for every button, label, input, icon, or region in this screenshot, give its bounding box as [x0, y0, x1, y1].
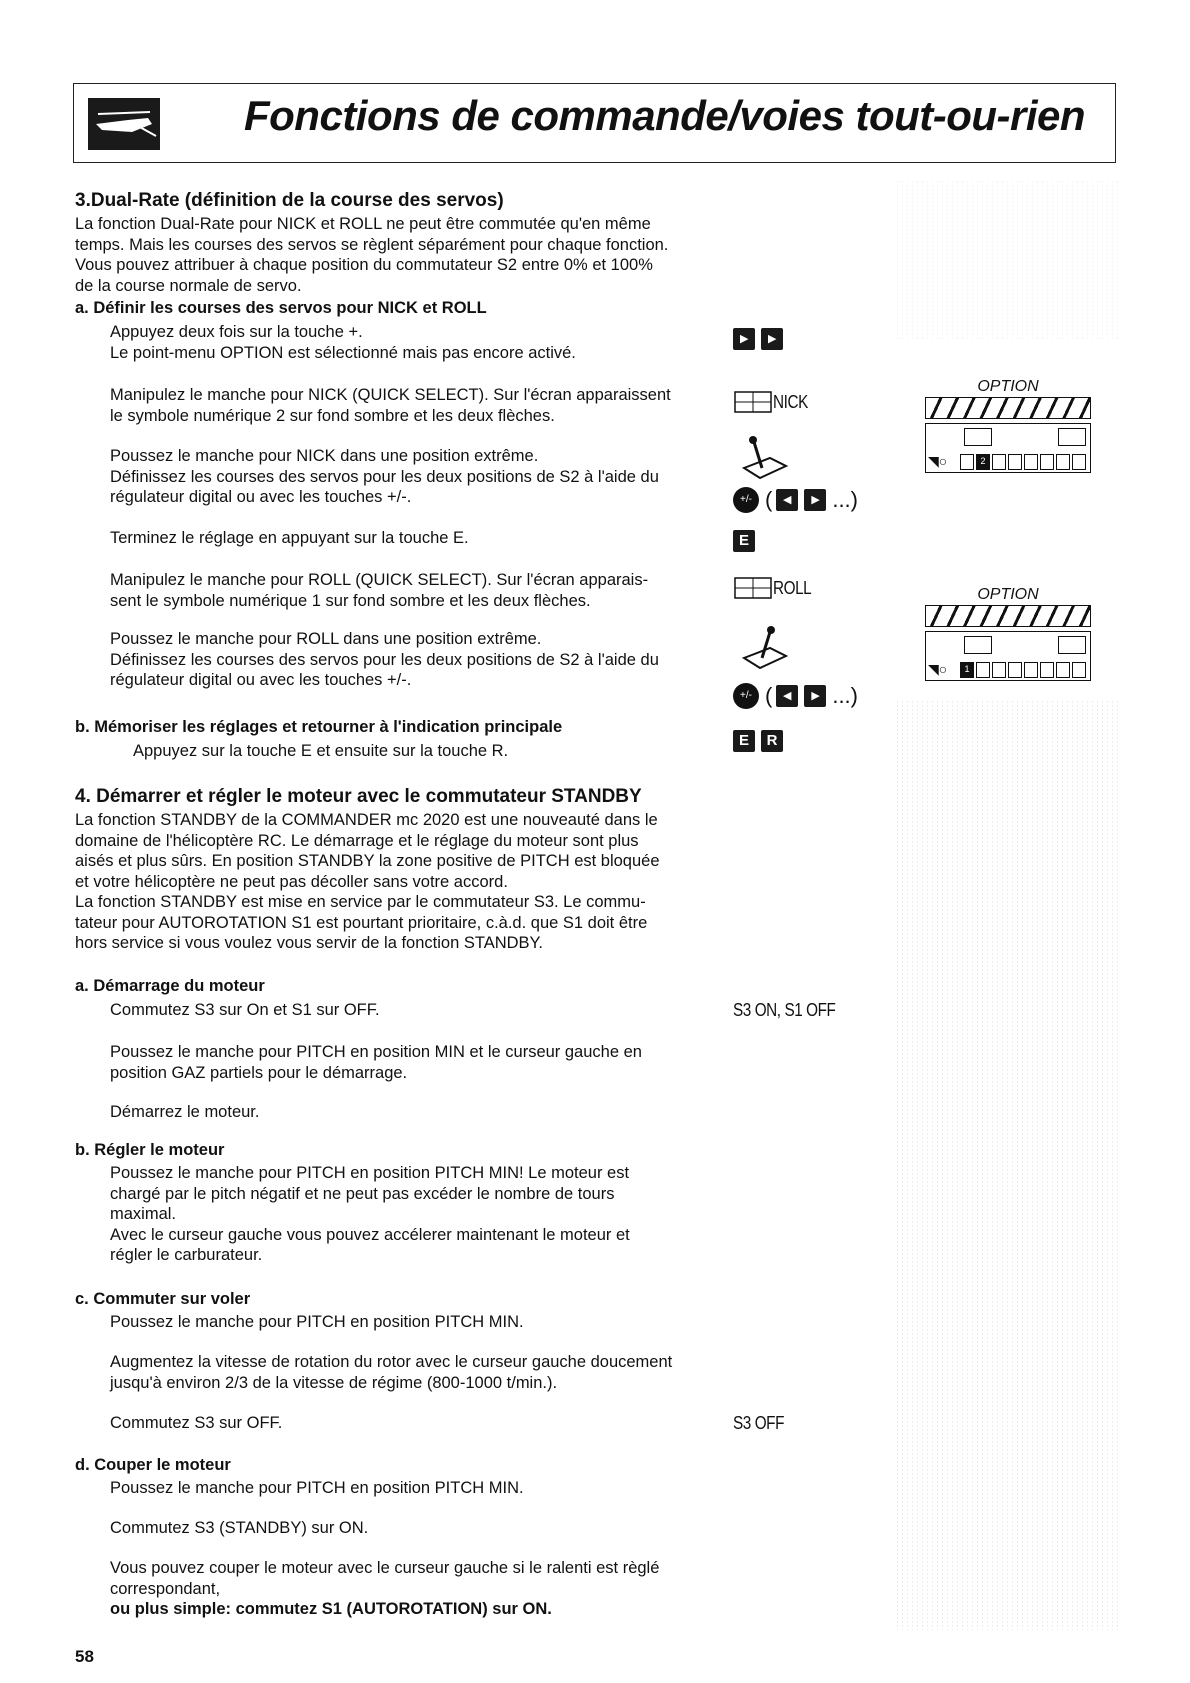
- arrow-left-key-icon: ◂: [776, 685, 798, 707]
- section-3b-step1: Appuyez sur la touche E et ensuite sur la touche R.: [133, 742, 509, 760]
- section-3-intro: La fonction Dual-Rate pour NICK et ROLL ne peut être commutée qu'en même temps. Mais les courses des servos se règlent séparément pour chaque fonction. Vous pouvez attribuer à chaque position du commutateur S2 entre 0% et 100% de la course normale de servo.: [75, 215, 669, 295]
- enter-key: E: [733, 530, 761, 552]
- lcd-bar: [925, 605, 1091, 627]
- nick-stick-label: NICK: [733, 388, 814, 416]
- scan-noise: [895, 700, 1120, 1630]
- section-3-heading: 3.Dual-Rate (définition de la course des servos): [75, 190, 504, 211]
- page-number: 58: [75, 1647, 94, 1666]
- section-4d-step3: Vous pouvez couper le moteur avec le curseur gauche si le ralenti est règlé correspondant,: [110, 1559, 660, 1598]
- digital-knob-icon: +/-: [733, 487, 759, 513]
- section-4d-heading: d. Couper le moteur: [75, 1456, 231, 1474]
- section-3a-step2: Manipulez le manche pour NICK (QUICK SELECT). Sur l'écran apparaissent le symbole numérique 2 sur fond sombre et les deux flèches.: [110, 386, 671, 425]
- section-4c-step2: Augmentez la vitesse de rotation du rotor avec le curseur gauche doucement jusqu'à environ 2/3 de la vitesse de régime (800-1000 t/min.).: [110, 1353, 673, 1392]
- section-3a-step4: Terminez le réglage en appuyant sur la touche E.: [110, 529, 469, 547]
- lcd-display-roll: OPTION ◥○ 1: [925, 586, 1091, 681]
- joystick-icon: [740, 618, 790, 675]
- section-4b-heading: b. Régler le moteur: [75, 1141, 225, 1159]
- section-4a-heading: a. Démarrage du moteur: [75, 977, 265, 995]
- roll-stick-label: ROLL: [733, 574, 818, 602]
- helicopter-icon: [88, 98, 160, 150]
- section-4-heading: 4. Démarrer et régler le moteur avec le commutateur STANDBY: [75, 786, 642, 807]
- section-4d-step4: ou plus simple: commutez S1 (AUTOROTATION) sur ON.: [110, 1600, 552, 1618]
- scan-noise: [895, 180, 1120, 340]
- switch-state-s3on: S3 ON, S1 OFF: [733, 1000, 836, 1020]
- page-header: [73, 83, 1116, 163]
- digital-control-row: +/- ( ◂ ▸ ...): [733, 487, 858, 513]
- switch-state-s3off: S3 OFF: [733, 1413, 785, 1433]
- joystick-icon: [740, 428, 790, 485]
- section-4d-step1: Poussez le manche pour PITCH en position PITCH MIN.: [110, 1479, 524, 1497]
- arrow-right-key-icon: ▸: [761, 328, 783, 350]
- lcd-bar: [925, 397, 1091, 419]
- section-3b-heading: b. Mémoriser les réglages et retourner à l'indication principale: [75, 718, 563, 736]
- section-4c-step3: Commutez S3 sur OFF.: [110, 1414, 283, 1432]
- section-4b-step1: Poussez le manche pour PITCH en position PITCH MIN! Le moteur est chargé par le pitch négatif et ne peut pas excéder le nombre de tours maximal. Avec le curseur gauche vous pouvez accélerer maintenant le moteur et régler le carburateur.: [110, 1164, 630, 1264]
- section-3a-heading: a. Définir les courses des servos pour NICK et ROLL: [75, 299, 487, 317]
- arrow-right-key-icon: ▸: [733, 328, 755, 350]
- lcd-panel: ◥○ 2: [925, 423, 1091, 473]
- section-3a-step6: Poussez le manche pour ROLL dans une position extrême. Définissez les courses des servos pour les deux positions de S2 à l'aide du régulateur digital ou avec les touches +/-.: [110, 630, 659, 689]
- section-4d-step2: Commutez S3 (STANDBY) sur ON.: [110, 1519, 369, 1537]
- digital-control-row-2: +/- ( ◂ ▸ ...): [733, 683, 858, 709]
- section-4a-step2: Poussez le manche pour PITCH en position MIN et le curseur gauche en position GAZ partiels pour le démarrage.: [110, 1043, 642, 1082]
- lcd-panel: ◥○ 1: [925, 631, 1091, 681]
- section-4a-step1: Commutez S3 sur On et S1 sur OFF.: [110, 1001, 380, 1019]
- plus-key-pair: [733, 328, 789, 350]
- arrow-right-key-icon: ▸: [804, 489, 826, 511]
- section-3a-step3: Poussez le manche pour NICK dans une position extrême. Définissez les courses des servos pour les deux positions de S2 à l'aide du régulateur digital ou avec les touches +/-.: [110, 447, 659, 506]
- section-4c-heading: c. Commuter sur voler: [75, 1290, 251, 1308]
- stick-symbol-icon: [733, 388, 773, 416]
- section-3a-step5: Manipulez le manche pour ROLL (QUICK SELECT). Sur l'écran apparais- sent le symbole numérique 1 sur fond sombre et les deux flèches.: [110, 571, 649, 610]
- section-4c-step1: Poussez le manche pour PITCH en position PITCH MIN.: [110, 1313, 524, 1331]
- section-4-intro: La fonction STANDBY de la COMMANDER mc 2020 est une nouveauté dans le domaine de l'hélicoptère RC. Le démarrage et le réglage du moteur sont plus aisés et plus sûrs. En position STANDBY la zone positive de PITCH est bloquée et votre hélicoptère ne peut pas décoller sans votre accord. La fonction STANDBY est mise en service par le commutateur S3. Le commu- tateur pour AUTOROTATION S1 est pourtant prioritaire, c.à.d. que S1 doit être hors service si vous voulez vous servir de la fonction STANDBY.: [75, 811, 660, 952]
- arrow-left-key-icon: ◂: [776, 489, 798, 511]
- arrow-right-key-icon: ▸: [804, 685, 826, 707]
- page-title: Fonctions de commande/voies tout-ou-rien: [244, 92, 1086, 139]
- enter-return-keys: E R: [733, 730, 789, 752]
- digital-knob-icon: +/-: [733, 683, 759, 709]
- section-4a-step3: Démarrez le moteur.: [110, 1103, 260, 1121]
- lcd-display-nick: OPTION ◥○ 2: [925, 378, 1091, 473]
- stick-symbol-icon: [733, 574, 773, 602]
- section-3a-step1: Appuyez deux fois sur la touche +. Le point-menu OPTION est sélectionné mais pas encore activé.: [110, 323, 576, 362]
